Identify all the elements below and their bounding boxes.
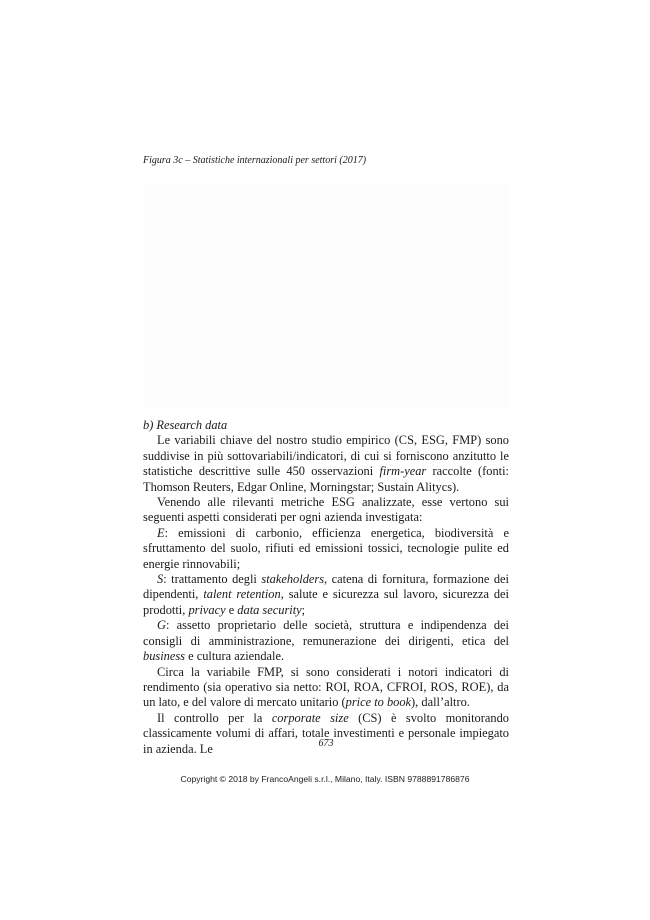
paragraph-fmp	[143, 665, 509, 711]
emphasis-corporate-size: corporate size	[271, 710, 349, 725]
paragraph-environment	[143, 526, 509, 572]
emphasis-data-security: data security	[237, 602, 302, 617]
text-run: Circa la variabile FMP, si sono considerati i notori indicatori di rendimento (sia operativo sia netto: ROI, ROA, CFROI, ROS, ROE), da un lato, e del valore di mercato unitario (	[143, 664, 509, 710]
section-heading: b) Research data	[143, 418, 228, 432]
emphasis-e: E	[157, 525, 165, 540]
text-run: ;	[301, 602, 306, 617]
text-run: ), dall’altro.	[411, 695, 470, 710]
text-run: , salute e sicurezza sul lavoro, sicurezza dei prodotti,	[143, 587, 510, 617]
text-run: Il controllo per la	[157, 710, 272, 725]
emphasis-stakeholders: stakeholders	[261, 572, 325, 587]
copyright-notice: Copyright © 2018 by FrancoAngeli s.r.l., Milano, Italy. ISBN 9788891786876	[180, 774, 470, 784]
emphasis-business: business	[143, 649, 185, 664]
text-run: Venendo alle rilevanti metriche ESG analizzate, esse vertono sui seguenti aspetti considerati per ogni azienda investigata:	[143, 495, 509, 525]
figure-placeholder	[143, 183, 509, 408]
text-run: e	[225, 602, 238, 617]
text-run: (CS) è svolto monitorando classicamente volumi di affari, totale investimenti e personale impiegato in azienda. Le	[143, 710, 509, 756]
body-text	[143, 418, 509, 757]
emphasis-talent-retention: talent retention	[203, 587, 281, 602]
paragraph-governance	[143, 618, 509, 664]
text-run: : assetto proprietario delle società, struttura e indipendenza dei consigli di amministrazione, remunerazione dei dirigenti, etica del	[143, 618, 509, 648]
page-number: 673	[318, 738, 334, 749]
paragraph-esg-metrics	[143, 495, 509, 526]
text-run: raccolte (fonti: Thomson Reuters, Edgar Online, Morningstar; Sustain Alitycs).	[143, 464, 509, 494]
paragraph-research-data	[143, 433, 509, 495]
figure-caption: Figura 3c – Statistiche internazionali per settori (2017)	[143, 155, 367, 166]
emphasis-privacy: privacy	[188, 602, 226, 617]
emphasis-firm-year: firm-year	[379, 464, 427, 479]
text-run: : trattamento degli	[163, 572, 262, 587]
emphasis-price-to-book: price to book	[345, 695, 412, 710]
emphasis-g: G	[157, 618, 166, 633]
emphasis-s: S	[157, 572, 164, 587]
paragraph-corporate-size	[143, 711, 509, 757]
text-run: Le variabili chiave del nostro studio empirico (CS, ESG, FMP) sono suddivise in più sottovariabili/indicatori, di cui si forniscono anzitutto le statistiche descrittive sulle 450 osservazioni	[143, 433, 509, 479]
paragraph-social	[143, 572, 509, 618]
text-run: e cultura aziendale.	[185, 649, 285, 664]
text-run: , catena di fornitura, formazione dei dipendenti,	[143, 572, 509, 602]
text-run: : emissioni di carbonio, efficienza energetica, biodiversità e sfruttamento del suolo, rifiuti ed emissioni tossici, tecnologie pulite ed energie rinnovabili;	[143, 525, 509, 571]
